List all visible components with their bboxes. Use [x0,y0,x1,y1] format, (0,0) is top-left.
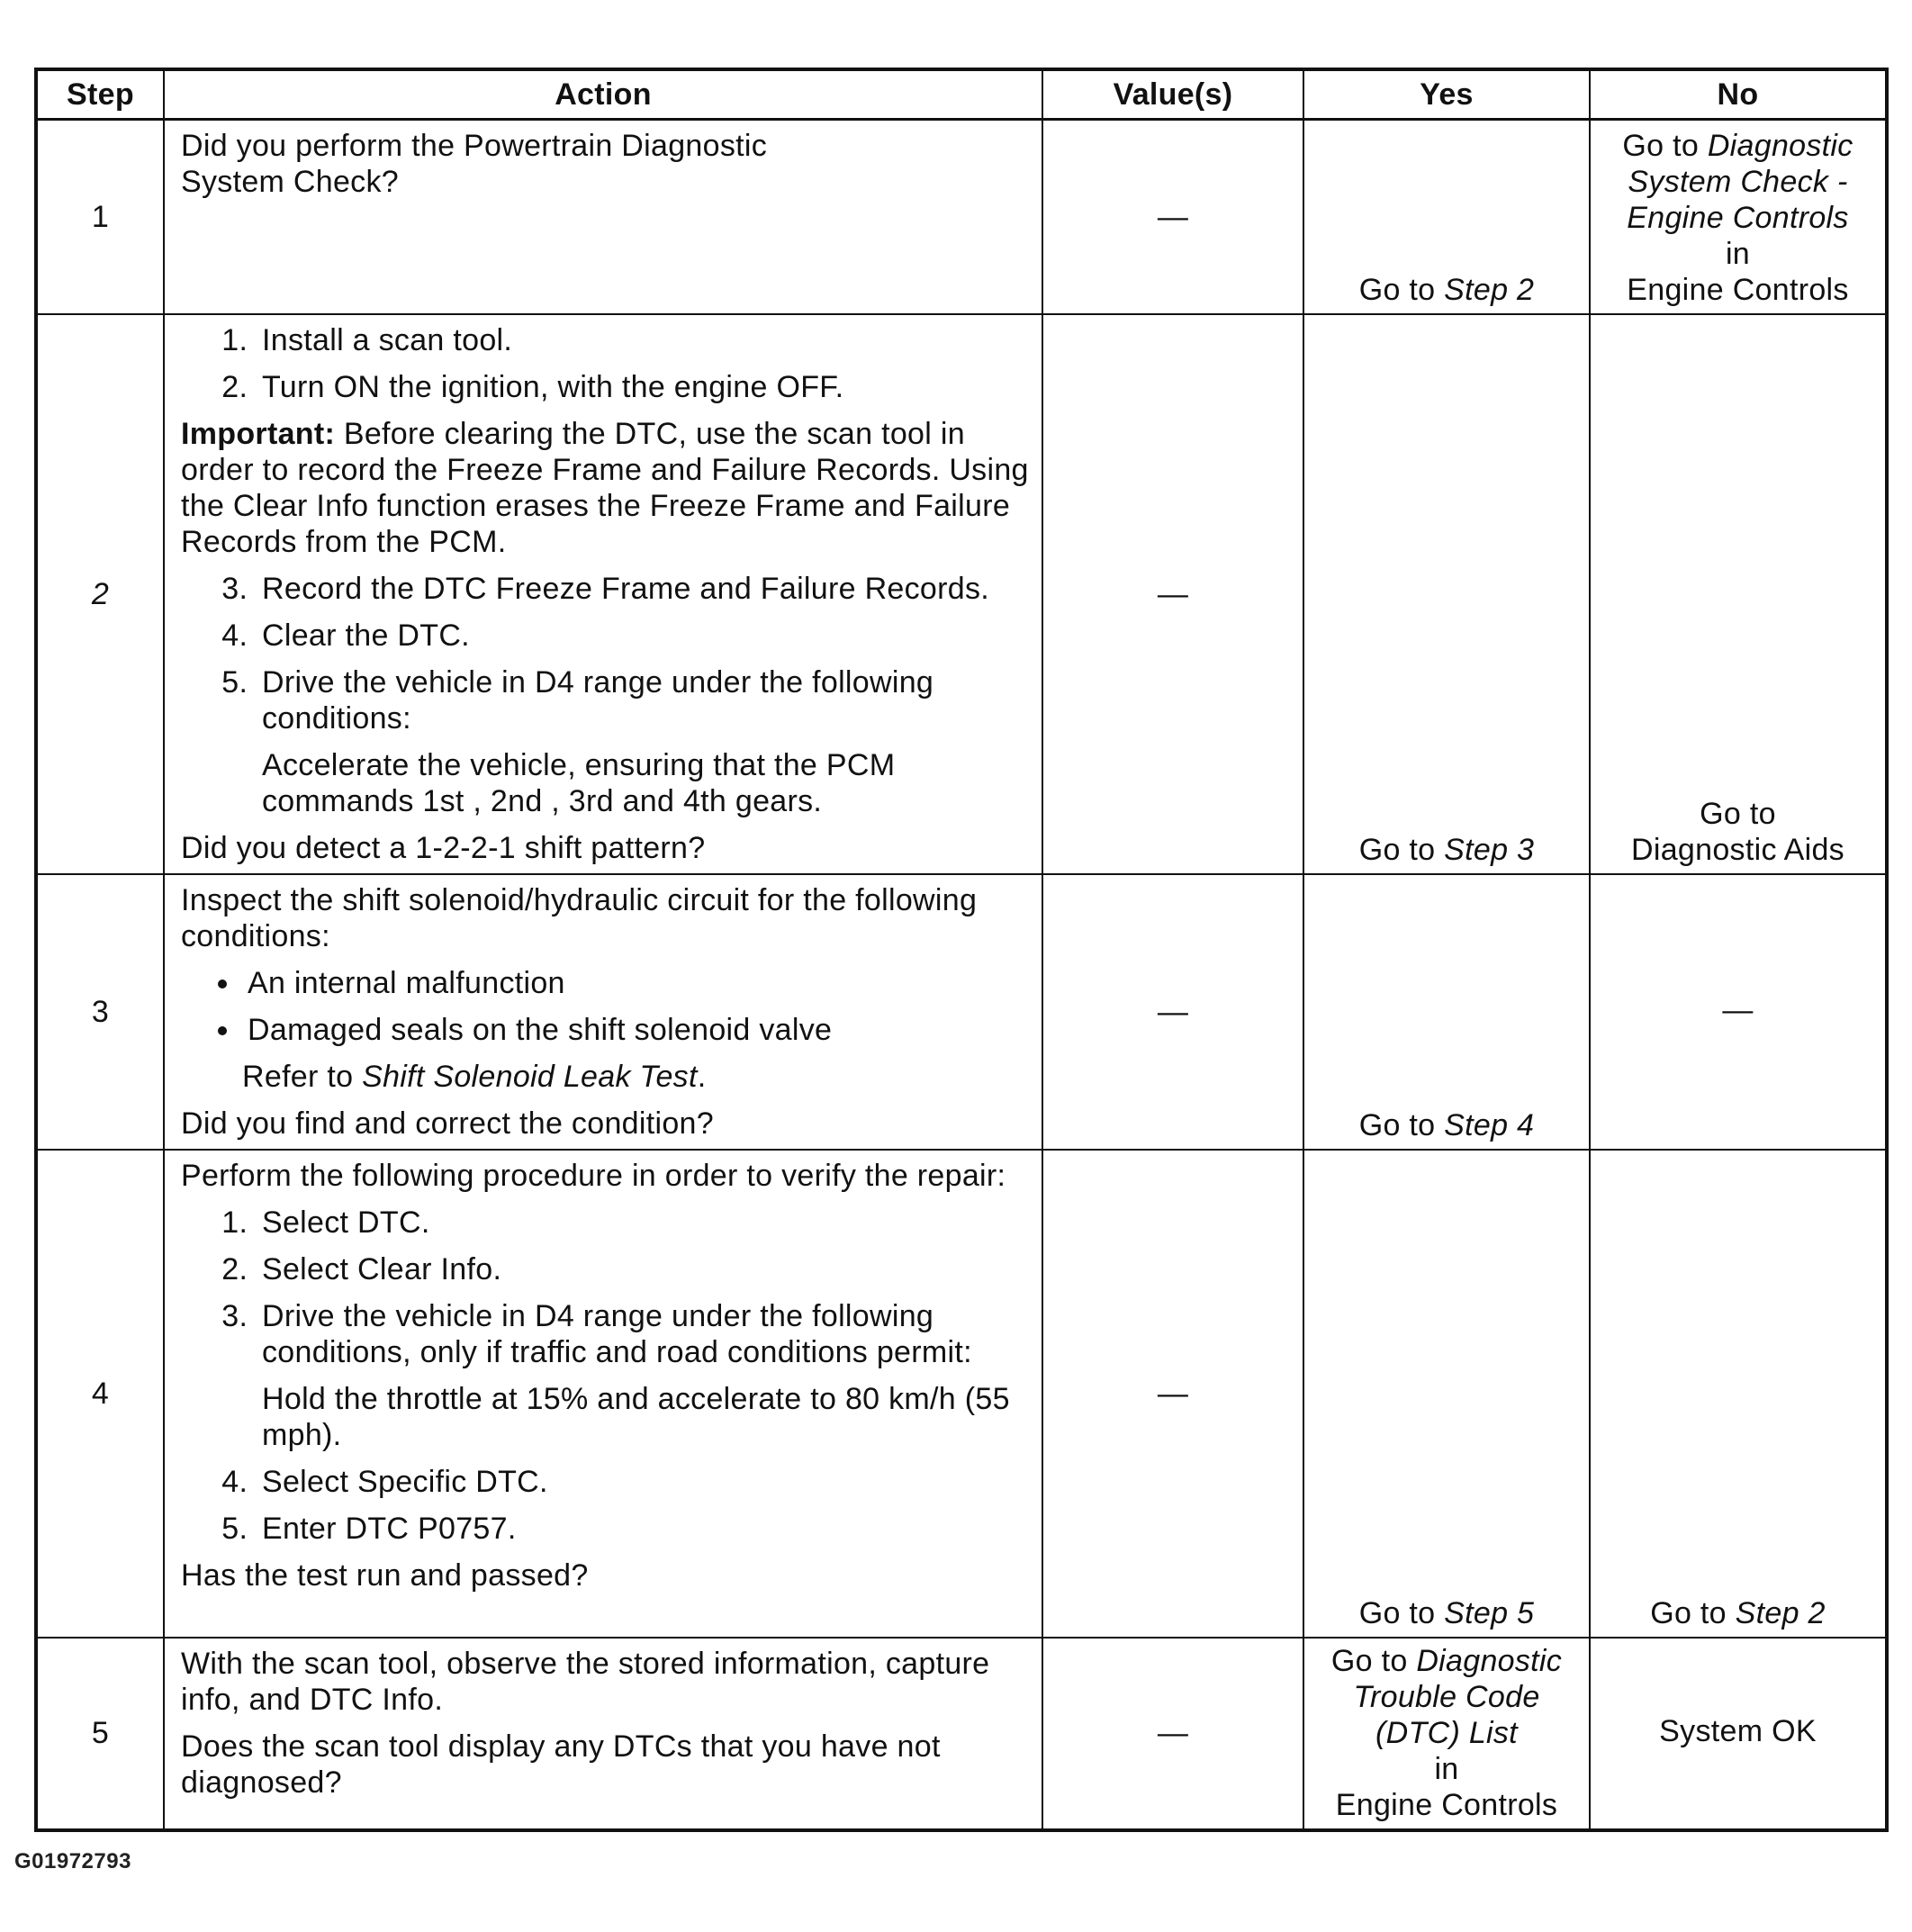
table-row-step-5 [36,1638,1887,1830]
value-cell: — [1042,874,1303,1150]
yes-prefix: Go to [1358,832,1445,867]
yes-prefix: Go to [1358,1107,1445,1142]
step-number [36,314,164,874]
list-item: 5. Enter DTC P0757. [257,1511,1029,1547]
refer-prefix: Refer to [242,1059,363,1094]
refer-link[interactable]: Shift Solenoid Leak Test [362,1059,698,1094]
list-item: • Damaged seals on the shift solenoid valve [242,1012,1029,1048]
yes-prefix: Go to [1330,1643,1417,1678]
no-reference-link[interactable]: Diagnostic Aids [1631,832,1844,867]
no-reference-link[interactable]: Diagnostic System Check - Engine Controls [1627,128,1853,235]
no-cell [1590,314,1887,874]
yes-suffix: Engine Controls [1335,1787,1558,1822]
yes-prefix: Go to [1358,1595,1445,1630]
list-item [257,664,1029,819]
list-item: 1. Select DTC. [257,1205,1029,1241]
yes-step-link[interactable]: Step 5 [1444,1595,1535,1630]
table-row-step-4 [36,1150,1887,1638]
no-step-link[interactable]: Step 2 [1735,1595,1826,1630]
list-item-text: Drive the vehicle in D4 range under the following conditions, only if traffic and road conditions permit: [262,1298,972,1369]
value-cell: — [1042,314,1303,874]
yes-step-link[interactable]: Step 4 [1444,1107,1535,1142]
list-item: 1. Install a scan tool. [257,322,1029,358]
step-number: 4 [36,1150,164,1638]
action-intro: With the scan tool, observe the stored information, capture info, and DTC Info. [181,1646,990,1717]
yes-step-link[interactable]: Step 3 [1444,832,1535,867]
condition-list [181,965,1029,1048]
action-question: Has the test run and passed? [181,1557,589,1593]
yes-prefix: Go to [1358,272,1445,307]
step-number: 1 [36,120,164,314]
action-question: Did you perform the Powertrain Diagnostic System Check? [181,129,768,199]
no-suffix: Engine Controls [1627,272,1849,307]
procedure-list-b [181,1464,1029,1547]
yes-step-link[interactable]: Step 2 [1444,272,1535,307]
value-cell: — [1042,120,1303,314]
figure-id: G01972793 [14,1849,131,1873]
header-action: Action [164,69,1042,120]
header-values: Value(s) [1042,69,1303,120]
condition-note: Accelerate the vehicle, ensuring that the PCM commands 1st , 2nd , 3rd and 4th gears. [262,747,896,818]
refer-suffix: . [697,1059,707,1094]
list-item-text: Drive the vehicle in D4 range under the following conditions: [262,664,934,736]
list-item: 4. Select Specific DTC. [257,1464,1029,1500]
diagnostic-table [34,68,1889,1832]
condition-note: Hold the throttle at 15% and accelerate to 80 km/h (55 mph). [262,1381,1010,1452]
no-in: in [1725,236,1751,271]
yes-cell [1303,1150,1590,1638]
value-cell: — [1042,1638,1303,1830]
action-cell [164,1638,1042,1830]
table-row-step-3 [36,874,1887,1150]
action-intro: Inspect the shift solenoid/hydraulic circuit for the following conditions: [181,882,978,953]
yes-in: in [1434,1751,1459,1786]
step-number: 3 [36,874,164,1150]
refer-note [181,1059,1029,1095]
procedure-list-a [181,322,1029,405]
no-prefix: Go to [1700,796,1776,831]
action-cell [164,120,1042,314]
no-cell [1590,120,1887,314]
action-cell [164,314,1042,874]
no-cell: System OK [1590,1638,1887,1830]
important-note [181,416,1029,560]
yes-cell [1303,314,1590,874]
value-cell: — [1042,1150,1303,1638]
important-label: Important: [181,416,336,451]
step-number: 5 [36,1638,164,1830]
yes-cell [1303,874,1590,1150]
header-step: Step [36,69,164,120]
list-item: 2. Turn ON the ignition, with the engine OFF. [257,369,1029,405]
header-row [36,69,1887,120]
list-item: • An internal malfunction [242,965,1029,1001]
table-row-step-2 [36,314,1887,874]
no-cell [1590,1150,1887,1638]
no-cell: — [1590,874,1887,1150]
procedure-list-b [181,571,1029,819]
no-prefix: Go to [1622,128,1708,163]
important-text: Before clearing the DTC, use the scan tool in order to record the Freeze Frame and Failure Records. Using the Clear Info function erases the Freeze Frame and Failure Records from the PCM. [181,416,1029,559]
action-cell [164,874,1042,1150]
step-number-text: 2 [91,576,110,611]
list-item: 3. Record the DTC Freeze Frame and Failure Records. [257,571,1029,607]
procedure-list-a [181,1205,1029,1453]
list-item: 4. Clear the DTC. [257,618,1029,654]
action-cell [164,1150,1042,1638]
yes-reference-link[interactable]: Diagnostic Trouble Code (DTC) List [1353,1643,1563,1750]
list-item: 2. Select Clear Info. [257,1251,1029,1287]
header-no: No [1590,69,1887,120]
no-prefix: Go to [1650,1595,1736,1630]
yes-cell [1303,1638,1590,1830]
action-question: Does the scan tool display any DTCs that you have not diagnosed? [181,1729,941,1800]
list-item [257,1298,1029,1453]
action-question: Did you detect a 1-2-2-1 shift pattern? [181,830,706,865]
table-row-step-1 [36,120,1887,314]
header-yes: Yes [1303,69,1590,120]
action-intro: Perform the following procedure in order to verify the repair: [181,1158,1006,1193]
yes-cell [1303,120,1590,314]
action-question: Did you find and correct the condition? [181,1106,714,1141]
